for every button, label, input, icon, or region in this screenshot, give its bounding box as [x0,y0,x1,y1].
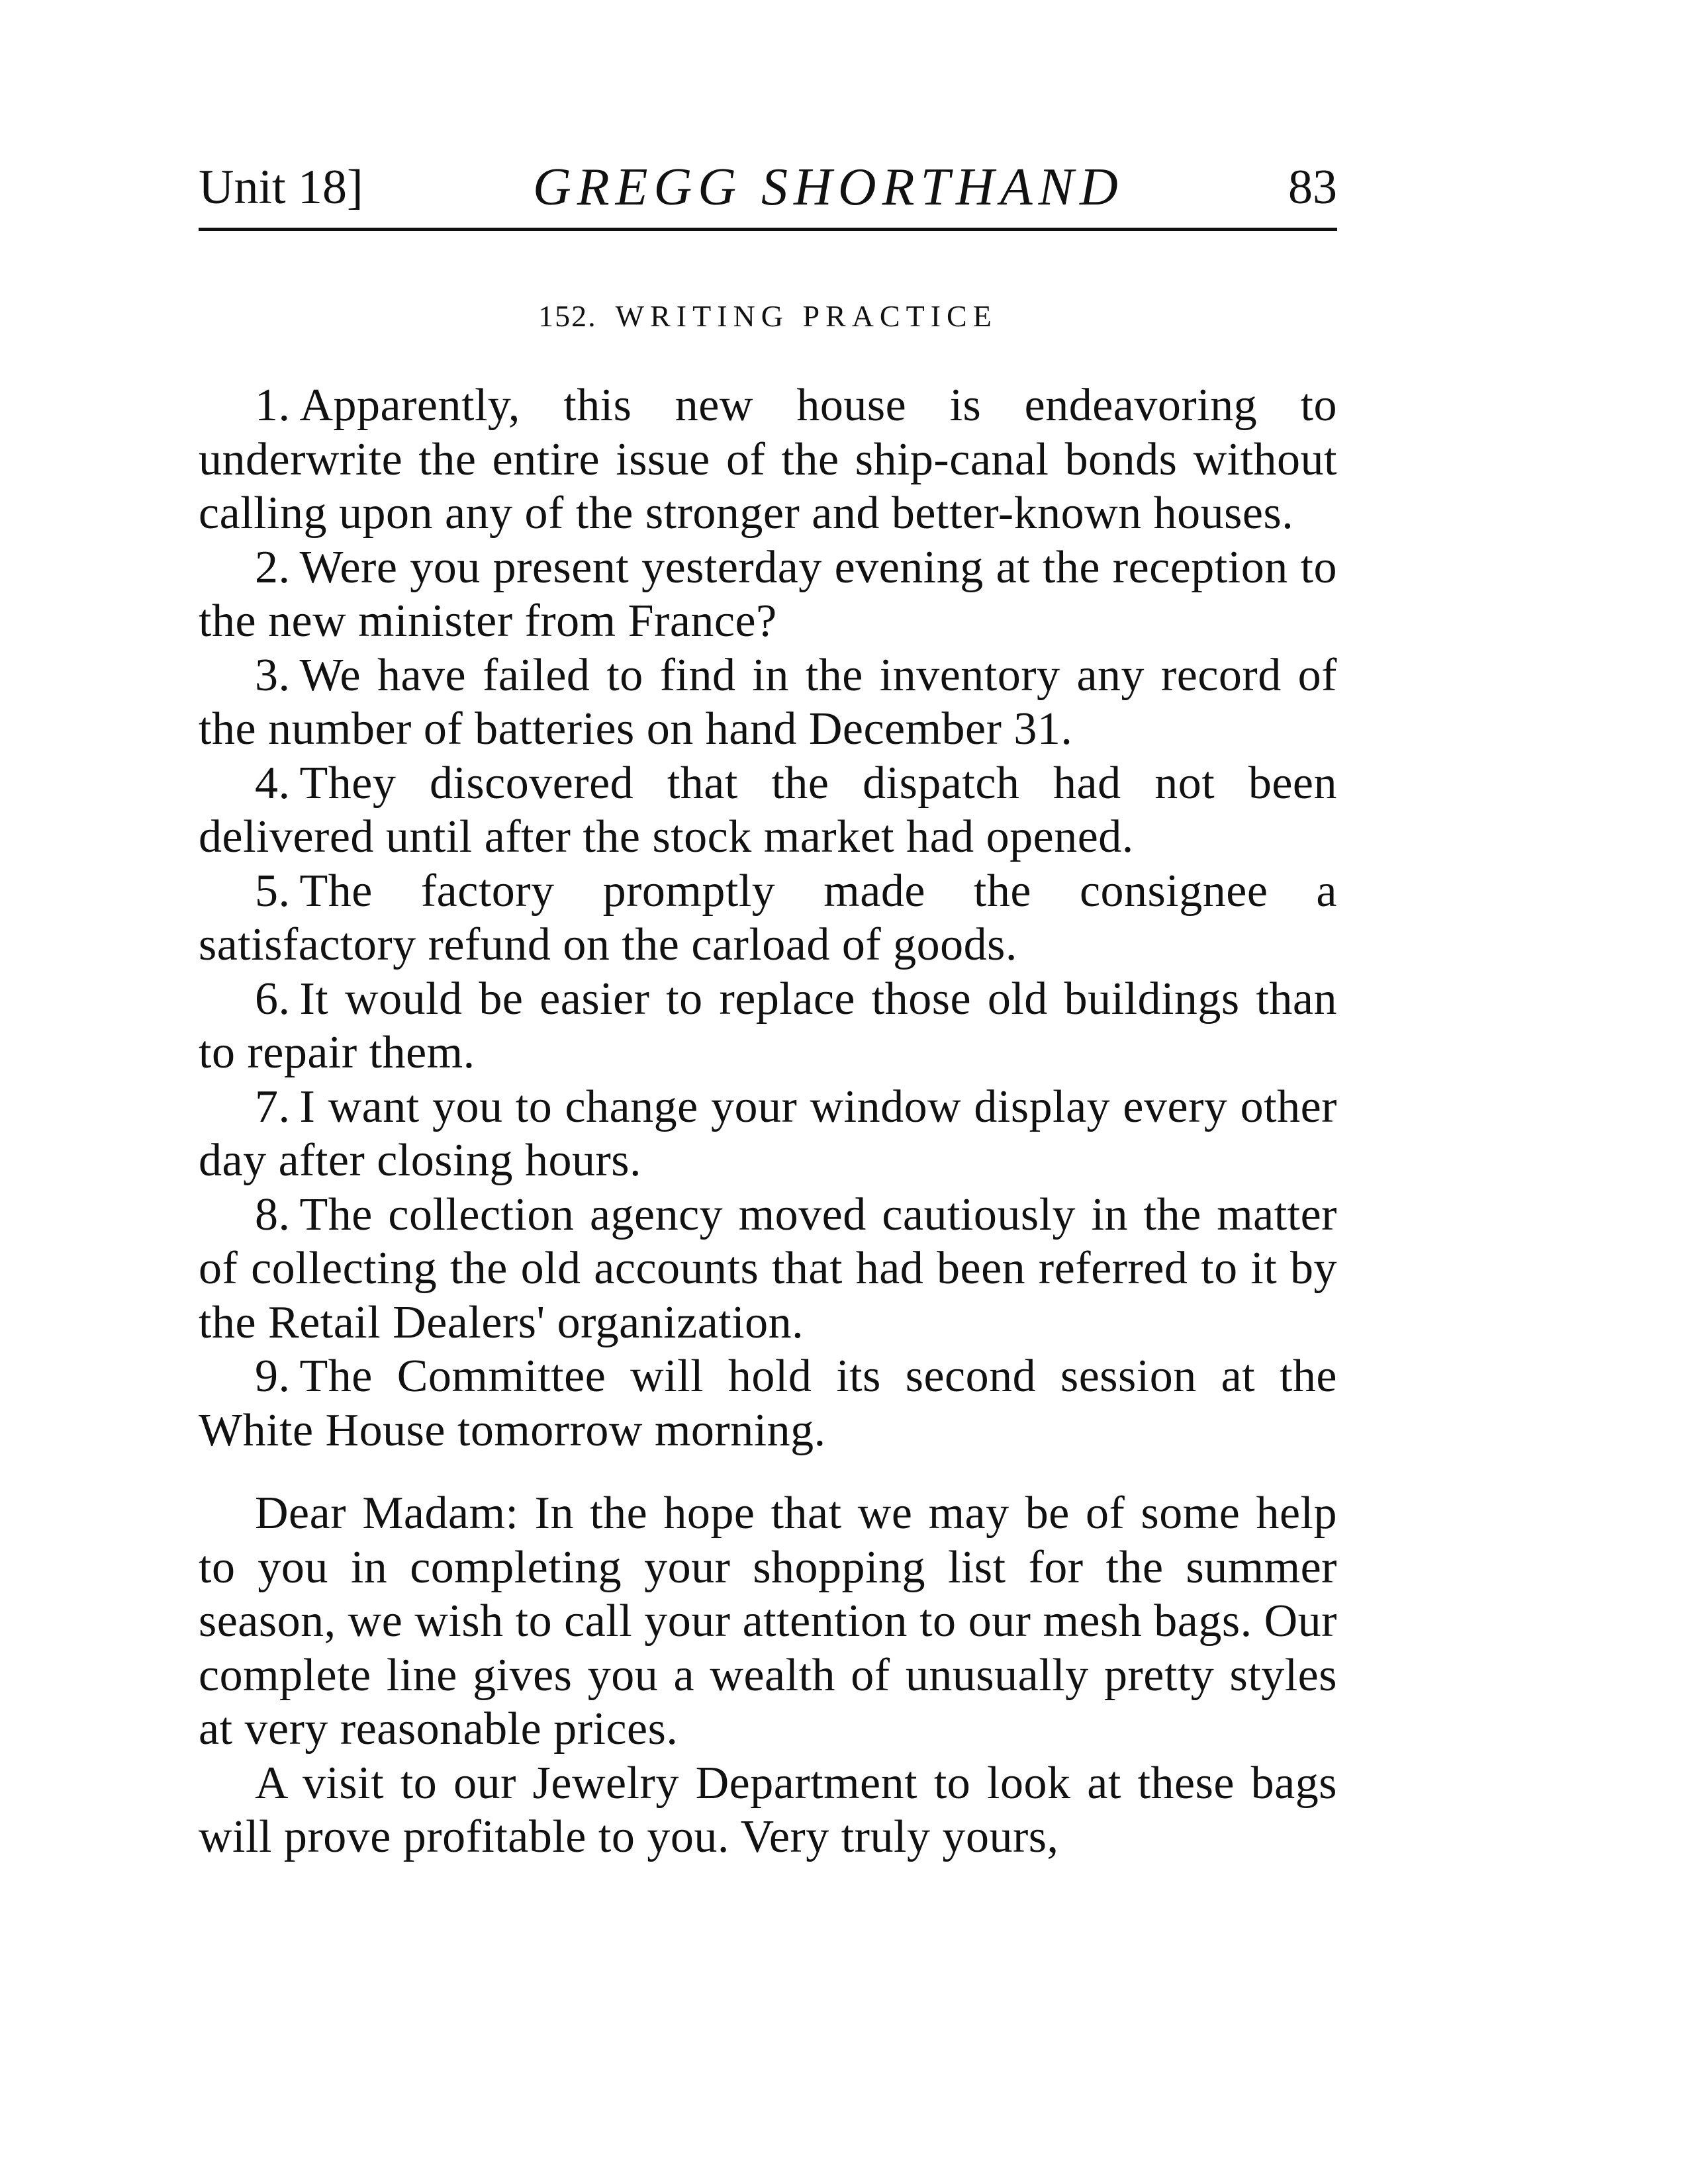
section-number: 152. [538,299,597,333]
practice-sentence-6 [199,972,1337,1080]
practice-sentence-1 [199,379,1337,541]
practice-sentence-3 [199,649,1337,756]
sentence-number: 6. [255,973,291,1024]
running-head [199,151,1337,224]
sentence-number: 5. [255,865,291,917]
sentence-number: 7. [255,1081,291,1132]
paragraph-gap [199,1457,1337,1486]
practice-sentence-7 [199,1080,1337,1188]
section-heading [199,296,1337,336]
sentence-number: 9. [255,1351,291,1402]
body-text [199,379,1337,1864]
page-number: 83 [1288,160,1337,214]
sentence-number: 2. [255,541,291,593]
sentence-text: Were you present yesterday evening at the reception to the new minister from France? [199,541,1337,647]
sentence-number: 4. [255,757,291,809]
header-rule [199,228,1337,231]
sentence-text: They discovered that the dispatch had not been delivered until after the stock market had opened. [199,757,1337,862]
sentence-number: 8. [255,1189,291,1240]
sentence-text: It would be easier to replace those old buildings than to repair them. [199,973,1337,1078]
section-title: WRITING PRACTICE [615,299,998,333]
sentence-text: I want you to change your window display every other day after closing hours. [199,1081,1337,1186]
practice-sentence-2 [199,541,1337,649]
practice-sentence-9 [199,1349,1337,1457]
letter-paragraph-1: Dear Madam: In the hope that we may be of some help to you in completing your shopping list for the summer season, we wish to call your attention to our mesh bags. Our complete line gives you a wealth of unusually pretty styles at very reasonable prices. [199,1488,1337,1754]
practice-sentence-4 [199,756,1337,864]
sentence-text: The Committee will hold its second session at the White House tomorrow morning. [199,1351,1337,1456]
sentence-text: Apparently, this new house is endeavoring to underwrite the entire issue of the ship-canal bonds without calling upon any of the stronger and better-known houses. [199,380,1337,539]
sentence-number: 3. [255,649,291,701]
sentence-text: The collection agency moved cautiously in the matter of collecting the old accounts that had been referred to it by the Retail Dealers' organization. [199,1189,1337,1348]
sentence-number: 1. [255,380,291,431]
letter-paragraph-2: A visit to our Jewelry Department to look at these bags will prove profitable to you. Very truly yours, [199,1757,1337,1862]
practice-sentence-8 [199,1188,1337,1350]
unit-label: Unit 18] [199,160,363,214]
sentence-text: We have failed to find in the inventory any record of the number of batteries on hand December 31. [199,649,1337,754]
practice-sentence-5 [199,864,1337,972]
book-title: GREGG SHORTHAND [533,158,1124,216]
sentence-text: The factory promptly made the consignee a satisfactory refund on the carload of goods. [199,865,1337,970]
